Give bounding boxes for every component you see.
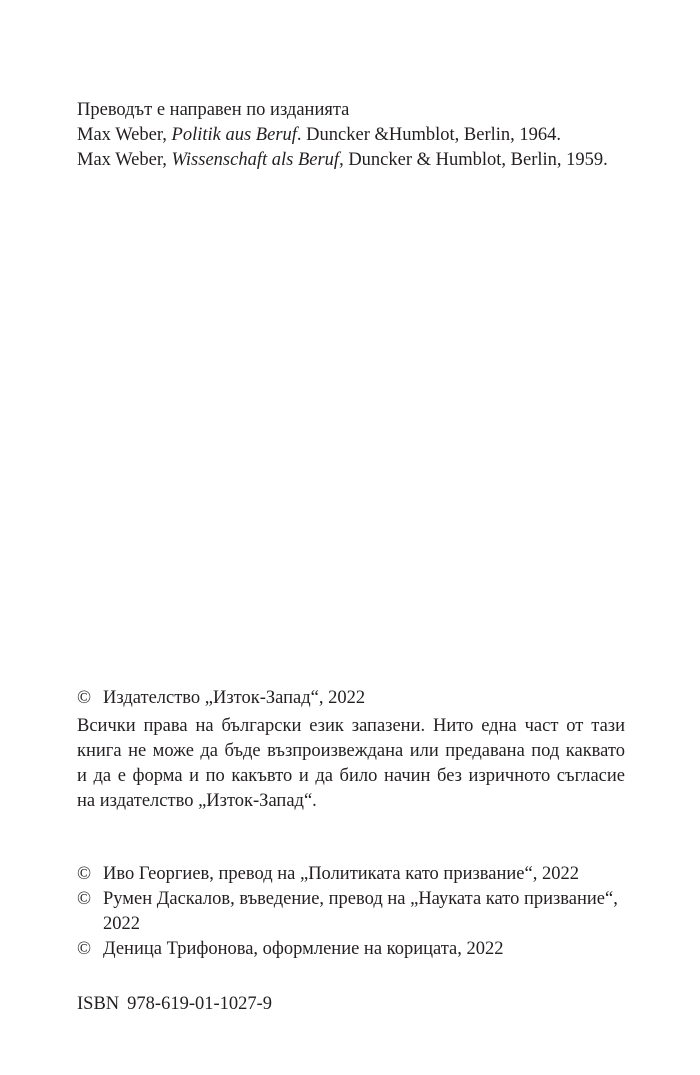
source-2-title: Wissenschaft als Beruf <box>171 150 340 170</box>
credit-item <box>77 937 637 962</box>
credit-text: Румен Даскалов, въведение, превод на „Науката като призвание“, <box>103 889 618 909</box>
credit-text: Иво Георгиев, превод на „Политиката като призвание“, 2022 <box>103 864 579 884</box>
copyright-symbol: © <box>77 864 92 884</box>
translation-note <box>77 98 637 173</box>
isbn-line <box>77 992 637 1017</box>
credit-item <box>77 862 637 887</box>
source-edition-1 <box>77 123 637 148</box>
rights-line: книга не може да бъде възпроизвеждана или предавана под каквато <box>77 741 625 761</box>
rights-line: на издателство „Изток-Запад“. <box>77 791 317 811</box>
copyright-symbol: © <box>77 939 92 959</box>
copyright-credits <box>77 862 637 962</box>
rights-line: и да е форма и по какъвто и да било начин без изричното съгласие <box>77 766 625 786</box>
publisher-copyright <box>77 686 637 711</box>
source-2-author: Max Weber, <box>77 150 172 170</box>
source-1-details: . Duncker &Humblot, Berlin, 1964. <box>296 125 562 145</box>
source-1-title: Politik aus Beruf <box>171 125 297 145</box>
copyright-symbol: © <box>77 688 92 708</box>
rights-line: Всички права на български език запазени. Нито една част от тази <box>77 716 625 736</box>
isbn-number: 978-619-01-1027-9 <box>127 994 273 1014</box>
rights-notice <box>77 714 637 814</box>
source-1-author: Max Weber, <box>77 125 172 145</box>
publisher-copyright-text: Издателство „Изток-Запад“, 2022 <box>103 688 366 708</box>
source-edition-2 <box>77 148 637 173</box>
credit-text-continuation: 2022 <box>103 914 140 934</box>
translation-intro: Преводът е направен по изданията <box>77 100 350 120</box>
copyright-symbol: © <box>77 889 92 909</box>
credit-item <box>77 887 637 912</box>
isbn-label: ISBN <box>77 994 120 1014</box>
publisher-copyright-line <box>77 686 637 711</box>
credit-item-continuation <box>77 912 637 937</box>
source-2-details: , Duncker & Humblot, Berlin, 1959. <box>339 150 608 170</box>
credit-text: Деница Трифонова, оформление на корицата, 2022 <box>103 939 504 959</box>
